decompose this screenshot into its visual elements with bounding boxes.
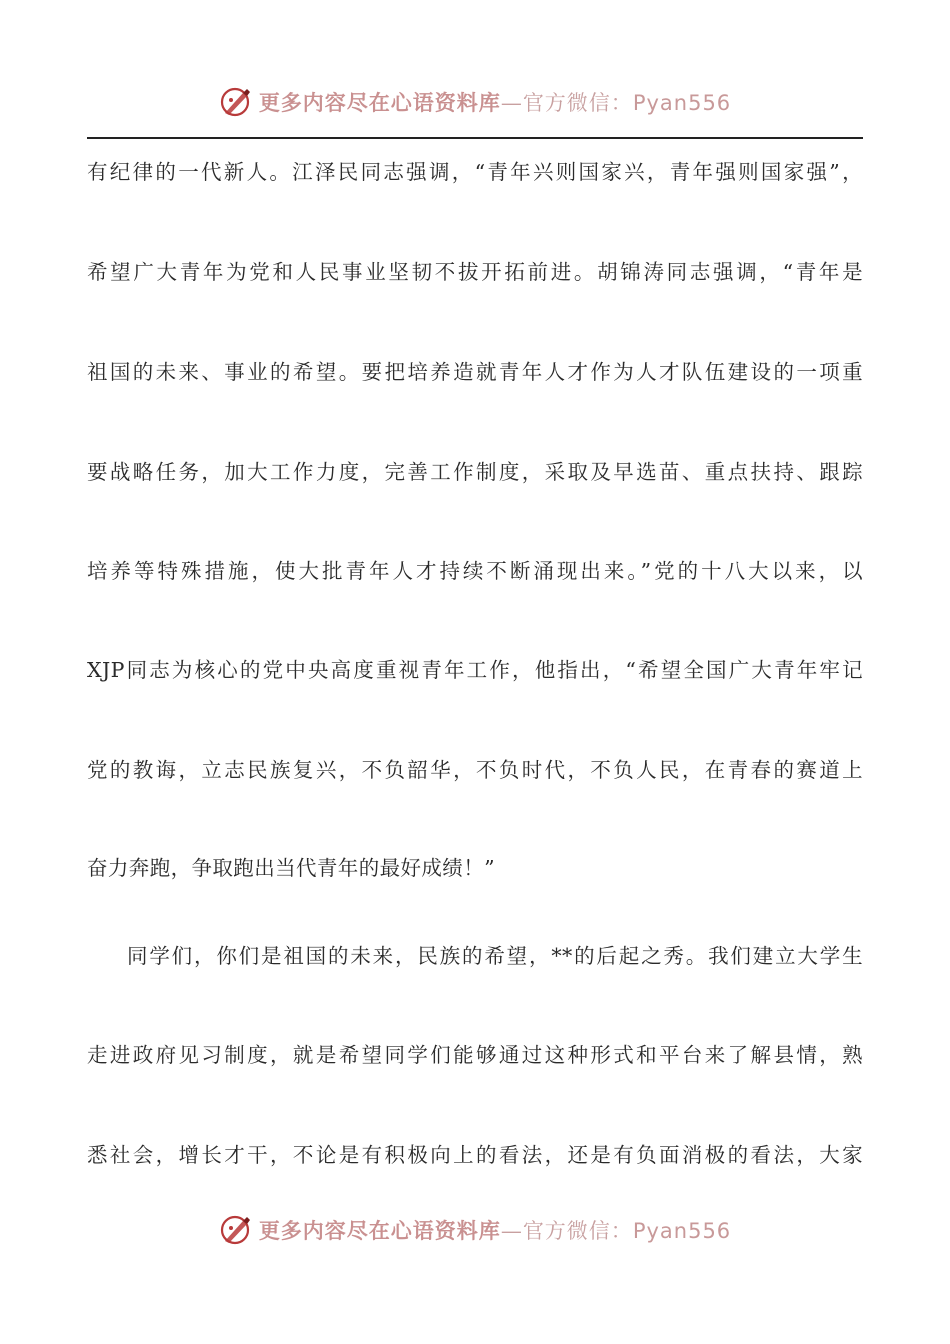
body-line: 要战略任务，加大工作力度，完善工作制度，采取及早选苗、重点扶持、跟踪 xyxy=(87,460,863,484)
header-banner-text xyxy=(259,87,731,117)
body-line: 培养等特殊措施，使大批青年人才持续不断涌现出来。”党的十八大以来，以 xyxy=(87,559,863,583)
footer-dash: — xyxy=(500,1219,523,1243)
footer-banner xyxy=(0,1210,950,1250)
footer-wechat-label: 官方微信： xyxy=(522,1219,633,1243)
body-line: 奋力奔跑，争取跑出当代青年的最好成绩！” xyxy=(87,856,495,880)
header-divider xyxy=(87,137,863,139)
body-line: 悉社会，增长才干，不论是有积极向上的看法，还是有负面消极的看法，大家 xyxy=(87,1143,863,1167)
footer-wechat-id: Pyan556 xyxy=(632,1219,732,1243)
body-line: 走进政府见习制度，就是希望同学们能够通过这种形式和平台来了解县情，熟 xyxy=(87,1043,863,1067)
body-line: 同学们，你们是祖国的未来，民族的希望，**的后起之秀。我们建立大学生 xyxy=(127,944,863,968)
footer-banner-text xyxy=(259,1215,731,1245)
header-wechat-id: Pyan556 xyxy=(632,91,732,115)
body-line: XJP同志为核心的党中央高度重视青年工作，他指出，“希望全国广大青年牢记 xyxy=(87,658,863,682)
header-wechat-label: 官方微信： xyxy=(522,91,633,115)
body-line: 祖国的未来、事业的希望。要把培养造就青年人才作为人才队伍建设的一项重 xyxy=(87,360,863,384)
footer-lead-text: 更多内容尽在心语资料库 xyxy=(258,1218,501,1243)
body-line: 党的教诲，立志民族复兴，不负韶华，不负时代，不负人民，在青春的赛道上 xyxy=(87,758,863,782)
header-lead-text: 更多内容尽在心语资料库 xyxy=(258,90,501,115)
header-dash: — xyxy=(500,91,523,115)
body-line: 希望广大青年为党和人民事业坚韧不拔开拓前进。胡锦涛同志强调，“青年是 xyxy=(87,260,863,284)
body-line: 有纪律的一代新人。江泽民同志强调，“青年兴则国家兴，青年强则国家强”， xyxy=(87,160,863,184)
pen-circle-logo-icon xyxy=(219,1213,253,1247)
header-banner xyxy=(0,82,950,122)
pen-circle-logo-icon xyxy=(219,85,253,119)
